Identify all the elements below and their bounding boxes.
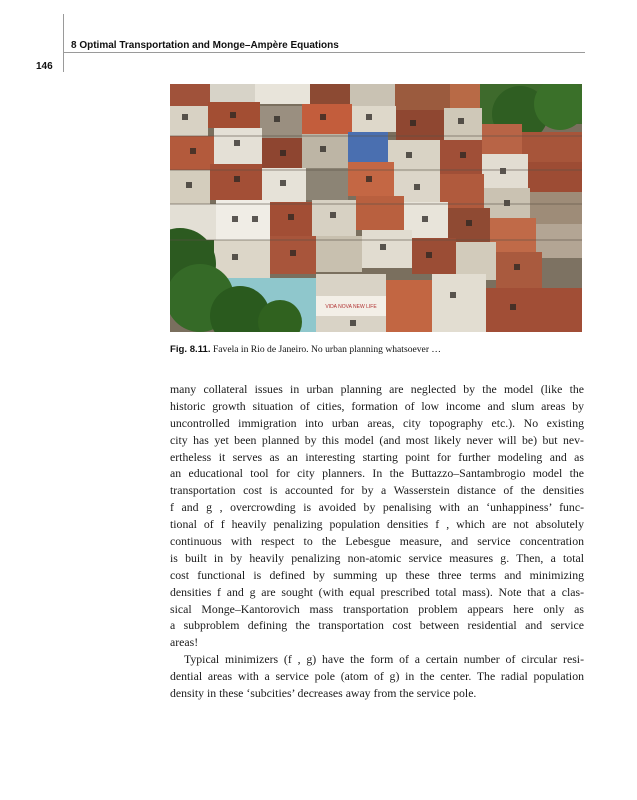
figure-caption-label: Fig. 8.11.	[170, 344, 211, 355]
text-line: tional of f heavily penalizing population densities f , which are not absolutely	[170, 517, 584, 532]
sign-text: VIDA NOVA NEW LIFE	[325, 304, 377, 310]
favela-photo-illustration	[170, 84, 582, 332]
text-line: dential areas with a service pole (atom of g) in the center. The radial population	[170, 669, 584, 684]
figure-caption	[170, 344, 441, 355]
favela-photo	[170, 84, 582, 332]
text-line: densities f and g are sought (with equal prescribed total mass). Note that a clas-	[170, 584, 584, 599]
text-line: an educational tool for city planners. In the Buttazzo–Santambrogio model the	[170, 466, 584, 481]
text-line: continuous with respect to the Lebesgue measure, and service concentration	[170, 534, 584, 549]
header-vertical-rule	[63, 14, 64, 72]
header-horizontal-rule	[63, 52, 585, 53]
text-line: f and g , overcrowding is avoided by penalising with an ‘unhappiness’ func-	[170, 500, 584, 515]
text-line: historic growth situation of cities, formation of low income and slum areas by	[170, 398, 584, 413]
text-line: sical Monge–Kantorovich mass transportation problem appears here only as	[170, 601, 584, 616]
text-line: cost functional is defined by summing up these three terms and minimizing	[170, 567, 584, 582]
text-line: is built in by heavily penalizing non-atomic service measures g. Then, a total	[170, 550, 584, 565]
running-head: 8 Optimal Transportation and Monge–Ampère Equations	[71, 40, 339, 51]
text-line: city has yet been planned by this model (and most likely never will be) but nev-	[170, 432, 584, 447]
text-line: Typical minimizers (f , g) have the form of a certain number of circular resi-	[184, 652, 584, 667]
text-line: ertheless it serves as an interesting starting point for further modeling and as	[170, 449, 584, 464]
body-text	[170, 381, 584, 702]
text-line: many collateral issues in urban planning are neglected by the model (like the	[170, 382, 584, 396]
page-number: 146	[36, 61, 53, 72]
text-line: density in these ‘subcities’ decreases away from the service pole.	[170, 686, 477, 701]
text-line: transportation cost is accounted for by a Wasserstein distance of the densities	[170, 483, 584, 498]
text-line: a subproblem defining the transportation cost between residential and service	[170, 618, 584, 633]
figure-caption-text: Favela in Rio de Janeiro. No urban planning whatsoever …	[212, 344, 441, 355]
text-line: uncontrolled immigration into urban areas, city topography etc.). No existing	[170, 415, 584, 430]
text-line: areas!	[170, 635, 199, 650]
